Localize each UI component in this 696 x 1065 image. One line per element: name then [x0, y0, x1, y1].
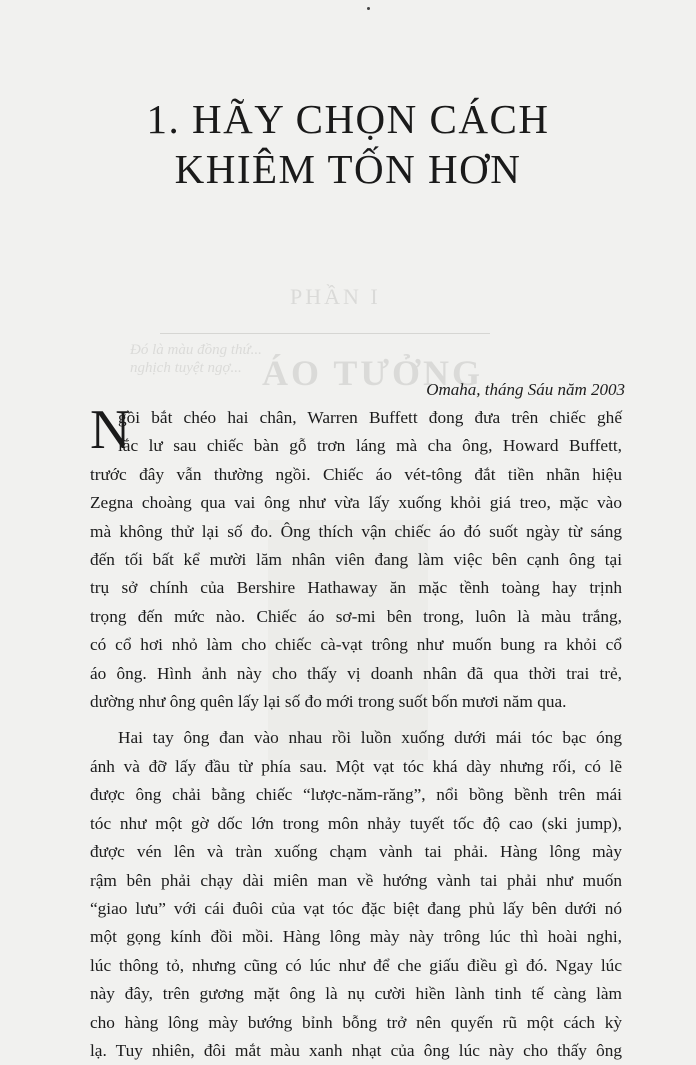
chapter-title-line-2: KHIÊM TỐN HƠN [174, 146, 522, 192]
text-line: “giao lưu” với cái đuôi của vạt tóc đặc biệt đang phủ lấy bên dưới nó [90, 898, 622, 918]
text-line: tóc như một gờ dốc lớn trong môn nhảy tuyết tốc độ cao (ski jump), [90, 813, 622, 833]
text-line: có cổ hơi nhỏ làm cho chiếc cà-vạt trông như muốn bung ra khỏi cổ [90, 635, 622, 655]
text-line: lạ. Tuy nhiên, đôi mắt màu xanh nhạt của ông lúc này cho thấy ông [90, 1040, 622, 1060]
show-through-title: ÁO TƯỞNG [262, 353, 484, 393]
text-line: mà không thử lại số đo. Ông thích vận chiếc áo đó suốt ngày từ sáng [90, 521, 622, 541]
text-line: lắc lư sau chiếc bàn gỗ trơn láng mà cha ông, Howard Buffett, [118, 436, 622, 456]
text-line: dường như ông quên lấy lại số đo mới trong suốt bốn mươi năm qua. [90, 692, 567, 712]
text-line: gồi bắt chéo hai chân, Warren Buffett đong đưa trên chiếc ghế [118, 408, 622, 427]
body-text [90, 399, 622, 1065]
chapter-title [0, 94, 696, 194]
show-through-line-2: nghịch tuyệt ngợ... [130, 360, 242, 376]
paragraph-1 [90, 399, 622, 716]
text-line: trước đây vẫn thường ngồi. Chiếc áo vét-tông đắt tiền nhãn hiệu [90, 464, 622, 484]
text-line: Zegna choàng qua vai ông như vừa lấy xuống khỏi giá treo, mặc vào [90, 493, 622, 513]
text-line: được vén lên và tràn xuống chạm vành tai phải. Hàng lông mày [90, 842, 622, 862]
paragraph-2 [90, 724, 622, 1065]
show-through-part-heading: PHẦN I [290, 284, 381, 309]
text-line: này đây, trên gương mặt ông là nụ cười hiền lành tinh tế càng làm [90, 984, 622, 1004]
text-line: một gọng kính đồi mồi. Hàng lông mày này trông lúc thì hoài nghi, [90, 927, 622, 947]
text-line: trụ sở chính của Bershire Hathaway ăn mặc tềnh toàng hay trịnh [90, 578, 622, 598]
drop-cap: N [90, 399, 131, 461]
text-line: đến tối bất kể mười lăm nhân viên đang làm việc bên cạnh ông tại [90, 550, 622, 570]
dateline: Omaha, tháng Sáu năm 2003 [426, 380, 625, 399]
text-line: lúc thông tỏ, nhưng cũng có lúc như để che giấu điều gì đó. Ngay lúc [90, 955, 622, 975]
text-line: được ông chải bằng chiếc “lược-năm-răng”, nổi bồng bềnh trên mái [90, 785, 622, 805]
page-mark [367, 7, 370, 10]
text-line: ánh và đỡ lấy đầu từ phía sau. Một vạt tóc khá dày nhưng rối, có lẽ [90, 756, 622, 776]
show-through-line-1: Đó là màu đồng thứ... [130, 342, 262, 358]
text-line: áo ông. Hình ảnh này cho thấy vị doanh nhân đã qua thời trai trẻ, [90, 663, 622, 683]
text-line: Hai tay ông đan vào nhau rồi luồn xuống dưới mái tóc bạc óng [118, 728, 622, 748]
text-line: rậm bên phải chạy dài miên man về hướng vành tai phải như muốn [90, 870, 622, 890]
text-line: cho hàng lông mày bướng bỉnh bỗng trở nên quyến rũ một cách kỳ [90, 1012, 622, 1032]
text-line: trọng đến mức nào. Chiếc áo sơ-mi bên trong, luôn là màu trắng, [90, 606, 622, 626]
chapter-title-line-1: 1. HÃY CHỌN CÁCH [146, 96, 550, 142]
show-through-rule [160, 333, 490, 334]
